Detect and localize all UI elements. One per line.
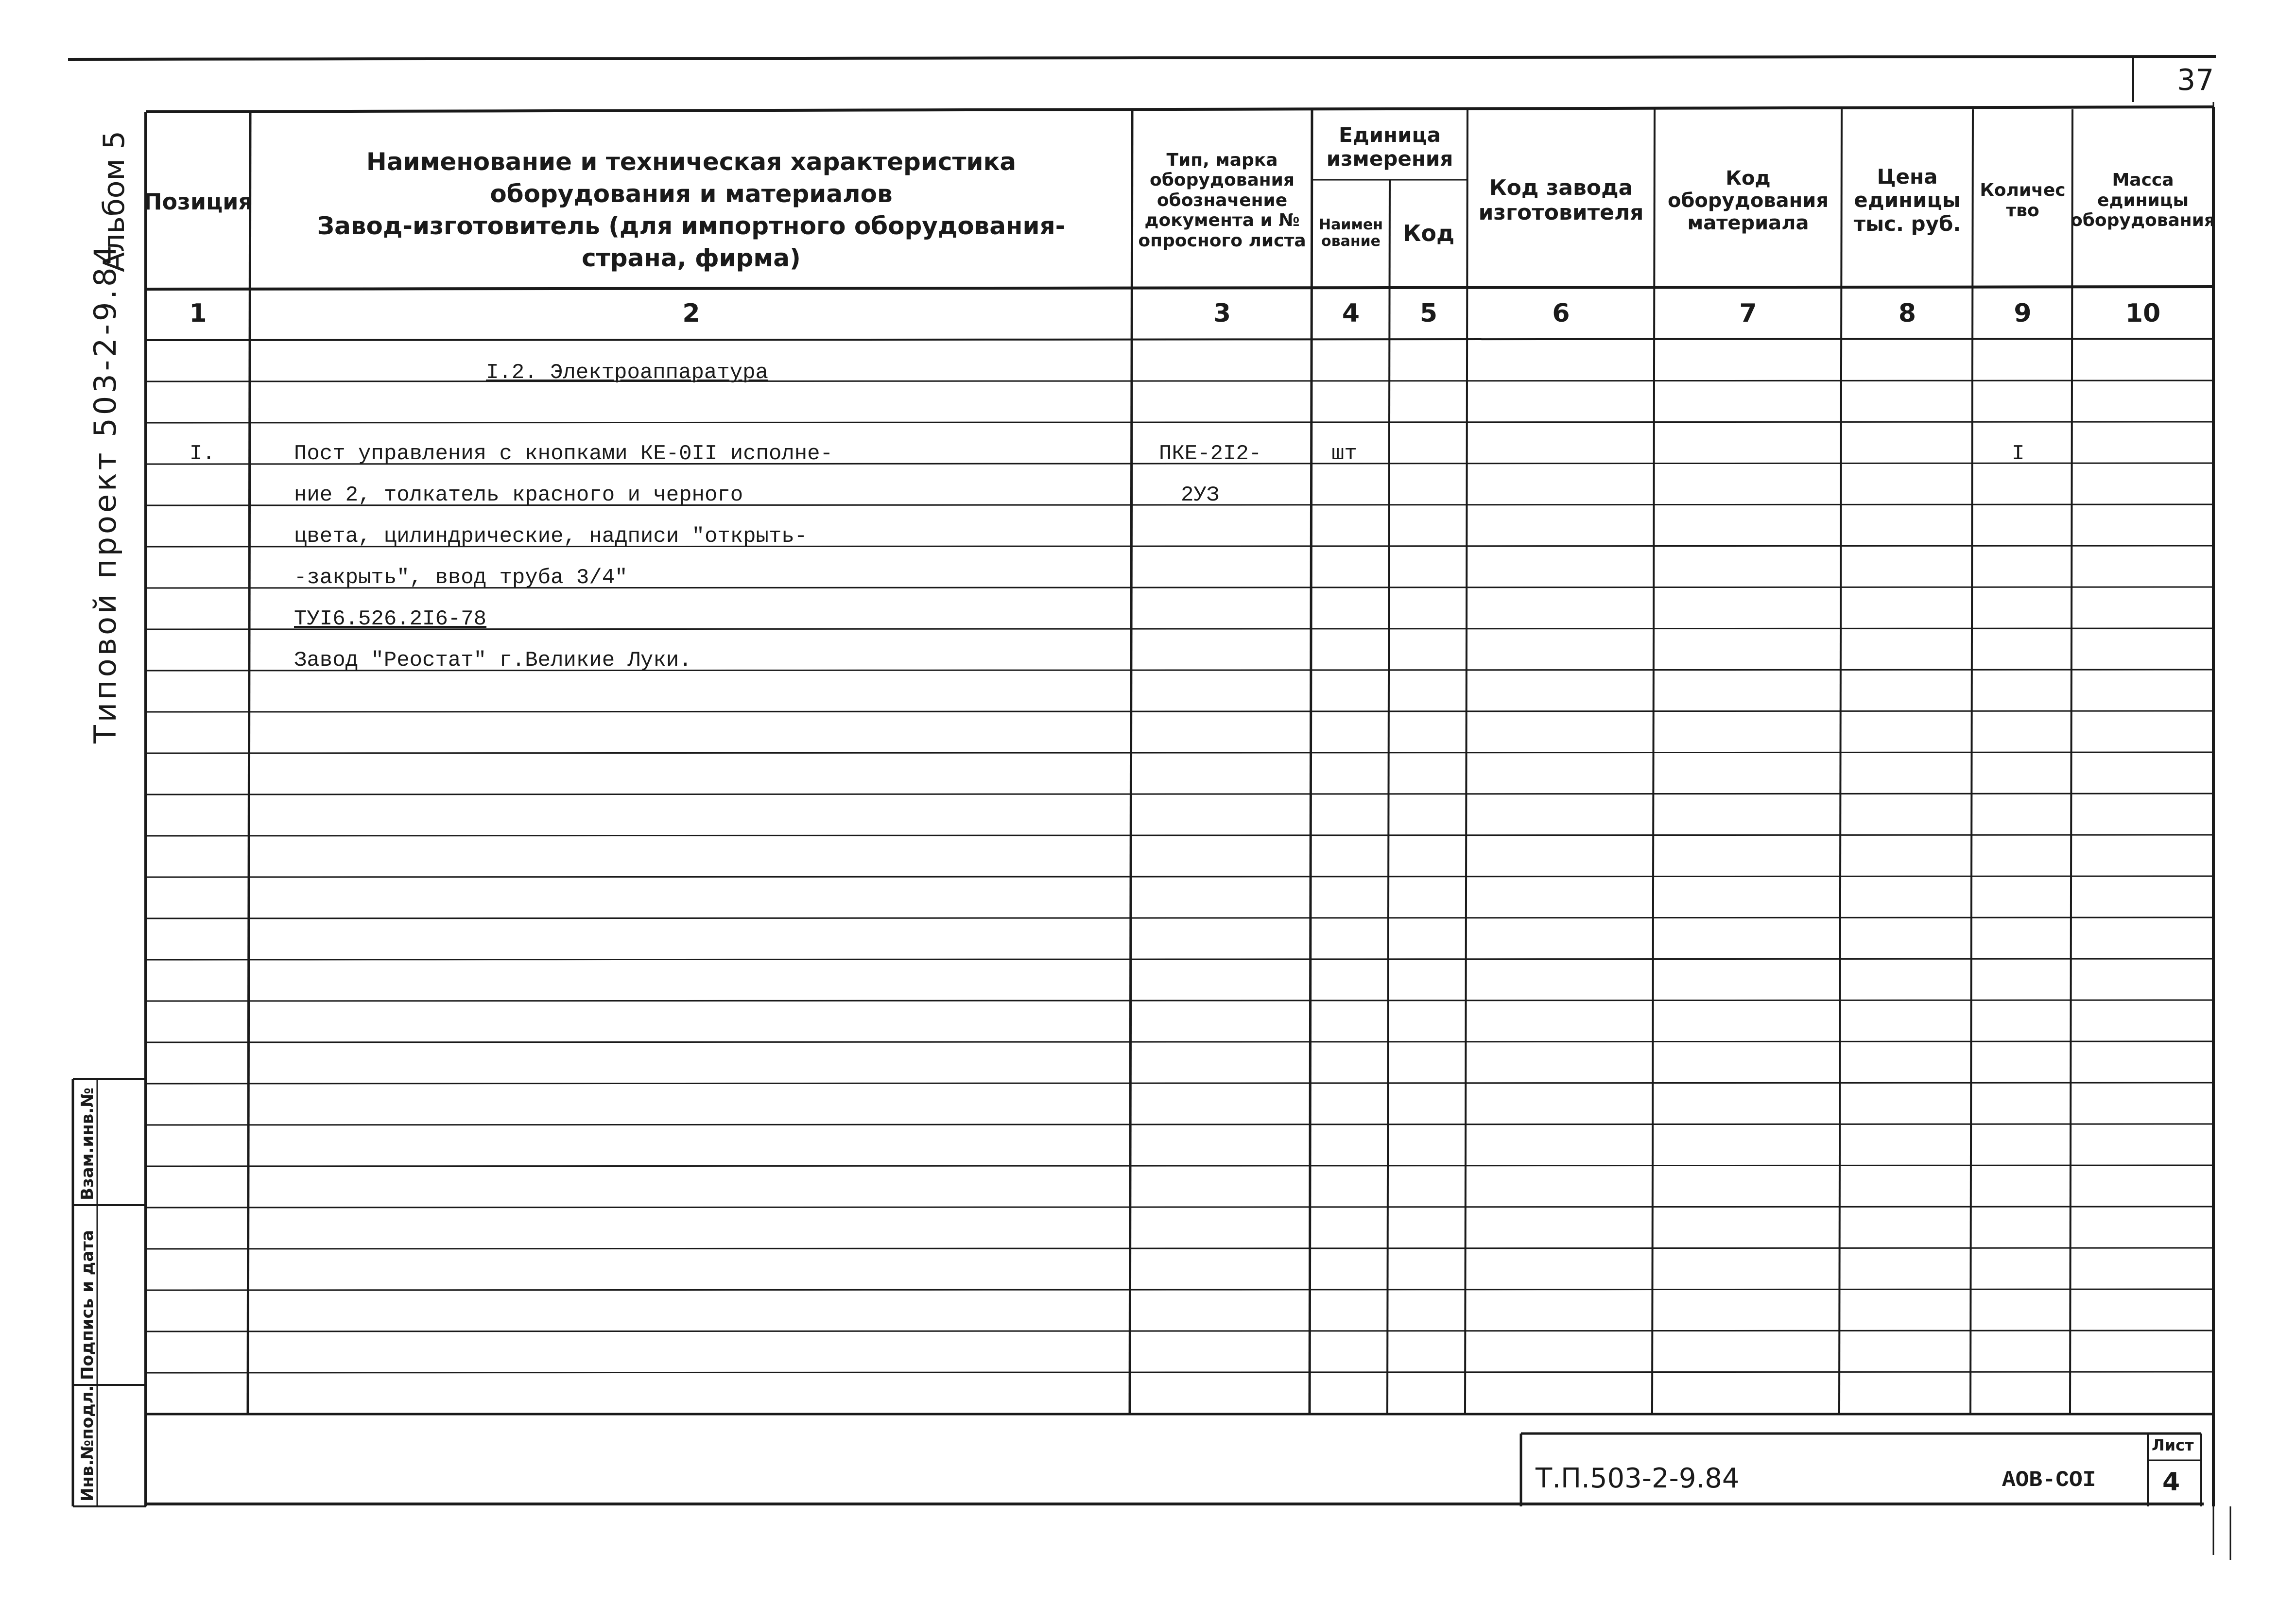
row-line (146, 1124, 2213, 1125)
row-line (146, 380, 2213, 381)
header-unit-name: Наименование (1319, 216, 1383, 250)
col-number-1: 1 (189, 299, 207, 328)
album-label: Альбом 5 (97, 131, 131, 272)
item-line-1: Пост управления с кнопками КЕ-0II исполне- (294, 442, 833, 466)
header-quantity: Количество (1980, 180, 2066, 221)
header-unit: Единица измерения (1326, 123, 1453, 171)
sheet-code: АОВ-COI (2002, 1468, 2096, 1493)
item-unit: шт (1331, 442, 1357, 466)
header-mass: Масса единицы оборудования (2071, 170, 2215, 231)
header-name-line4: страна, фирма) (582, 244, 801, 272)
row-line (146, 1041, 2213, 1042)
row-line (146, 917, 2213, 918)
item-line-2: ние 2, толкатель красного и черного (294, 483, 743, 507)
stamp-inv-podl: Инв.№подл. (78, 1385, 97, 1502)
header-price: Цена единицы тыс. руб. (1853, 165, 1961, 236)
item-type-line-1: ПКЕ-2I2- (1159, 442, 1262, 466)
item-line-3: цвета, цилиндрические, надписи "открыть- (294, 524, 808, 549)
row-line (146, 422, 2213, 423)
header-name-line2: оборудования и материалов (490, 180, 893, 208)
header-name (253, 146, 1130, 274)
item-type-line-2: 2УЗ (1181, 483, 1220, 507)
row-line (146, 1165, 2213, 1166)
header-equipment-code: Код оборудования материала (1667, 167, 1829, 234)
row-line (146, 1083, 2213, 1084)
sheet-label: Лист (2152, 1436, 2194, 1454)
header-factory-code: Код завода изготовителя (1478, 175, 1644, 225)
header-name-line3: Завод-изготовитель (для импортного оборудования- (317, 212, 1066, 240)
stamp-podpis: Подпись и дата (78, 1230, 97, 1380)
row-line (146, 1207, 2213, 1208)
row-line (146, 1372, 2213, 1373)
row-line (146, 1248, 2213, 1249)
row-line (146, 711, 2213, 712)
item-quantity: I (2012, 442, 2025, 466)
item-line-6: Завод "Реостат" г.Великие Луки. (294, 648, 692, 673)
row-line (146, 1000, 2213, 1001)
row-line (146, 752, 2213, 753)
row-line (146, 835, 2213, 836)
col-number-7: 7 (1739, 299, 1757, 328)
item-line-5: ТУI6.526.2I6-78 (294, 607, 487, 631)
project-label: Типовой проект 503-2-9.84 (87, 242, 123, 743)
doc-code: Т.П.503-2-9.84 (1536, 1463, 1740, 1494)
col-number-4: 4 (1342, 299, 1360, 328)
row-line (146, 959, 2213, 960)
col-number-5: 5 (1419, 299, 1438, 328)
stamp-vzam: Взам.инв.№ (78, 1088, 97, 1200)
header-position: Позиция (143, 188, 253, 215)
sheet-number: 4 (2162, 1468, 2180, 1497)
header-type: Тип, марка оборудования обозначение документа и № опросного листа (1138, 150, 1306, 251)
item-position: I. (190, 442, 215, 466)
header-name-line1: Наименование и техническая характеристика (366, 148, 1017, 176)
section-title: I.2. Электроаппаратура (486, 361, 768, 385)
col-number-8: 8 (1898, 299, 1916, 328)
row-line (146, 794, 2213, 795)
page-number: 37 (2177, 63, 2214, 97)
item-line-4: -закрыть", ввод труба 3/4" (294, 566, 628, 590)
row-line (146, 1289, 2213, 1290)
col-number-6: 6 (1552, 299, 1570, 328)
header-unit-code: Код (1402, 220, 1455, 246)
row-line (146, 876, 2213, 877)
col-number-3: 3 (1213, 299, 1231, 328)
col-number-10: 10 (2125, 299, 2161, 328)
col-number-9: 9 (2014, 299, 2032, 328)
col-number-2: 2 (682, 299, 700, 328)
